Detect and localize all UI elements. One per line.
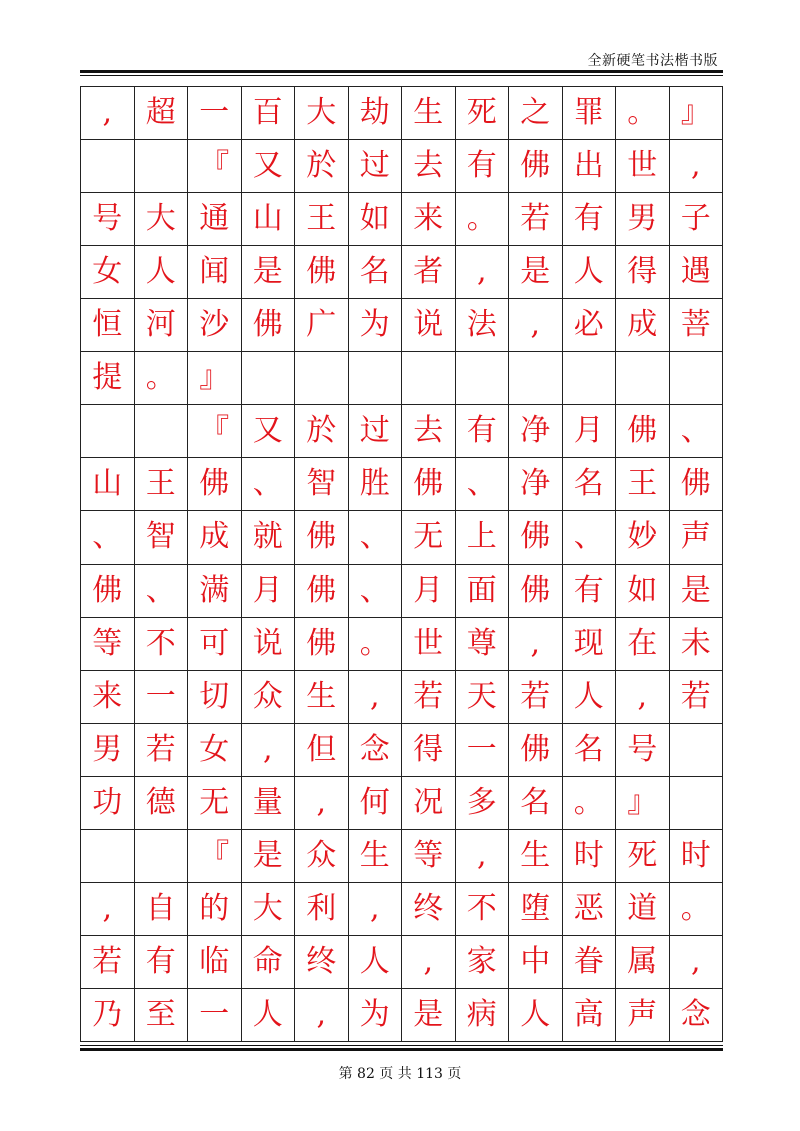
grid-cell: 得 — [616, 246, 670, 299]
grid-cell: 遇 — [670, 246, 724, 299]
grid-cell: , — [349, 883, 403, 936]
grid-cell: 有 — [563, 565, 617, 618]
grid-cell: 来 — [81, 671, 135, 724]
grid-cell: 尊 — [456, 618, 510, 671]
document-header-title: 全新硬笔书法楷书版 — [587, 53, 718, 69]
grid-cell: 天 — [456, 671, 510, 724]
grid-cell: 月 — [402, 565, 456, 618]
grid-cell: 通 — [188, 193, 242, 246]
grid-cell: 德 — [135, 777, 189, 830]
grid-cell: 佛 — [81, 565, 135, 618]
grid-cell: 恒 — [81, 299, 135, 352]
grid-cell: 有 — [456, 140, 510, 193]
grid-cell: 一 — [135, 671, 189, 724]
grid-cell — [349, 352, 403, 405]
grid-cell — [670, 777, 724, 830]
grid-cell: 生 — [295, 671, 349, 724]
grid-cell — [81, 830, 135, 883]
grid-cell: 是 — [242, 830, 296, 883]
grid-cell: , — [349, 671, 403, 724]
grid-cell: 名 — [349, 246, 403, 299]
grid-cell: 大 — [242, 883, 296, 936]
grid-cell: , — [509, 618, 563, 671]
grid-cell: 不 — [135, 618, 189, 671]
grid-cell: 王 — [135, 458, 189, 511]
grid-cell — [402, 352, 456, 405]
grid-cell: 来 — [402, 193, 456, 246]
grid-cell — [242, 352, 296, 405]
grid-cell: 。 — [135, 352, 189, 405]
grid-cell: 女 — [188, 724, 242, 777]
grid-cell: 道 — [616, 883, 670, 936]
grid-cell: 生 — [509, 830, 563, 883]
grid-cell: 、 — [349, 565, 403, 618]
grid-cell: 。 — [456, 193, 510, 246]
footer-rule-thin — [80, 1045, 723, 1046]
grid-cell: 时 — [563, 830, 617, 883]
grid-cell: 号 — [81, 193, 135, 246]
grid-cell: 高 — [563, 989, 617, 1042]
grid-cell: 若 — [670, 671, 724, 724]
grid-cell: 於 — [295, 405, 349, 458]
grid-cell: 乃 — [81, 989, 135, 1042]
grid-cell: 又 — [242, 140, 296, 193]
grid-cell: 现 — [563, 618, 617, 671]
grid-cell: 切 — [188, 671, 242, 724]
grid-cell: 属 — [616, 936, 670, 989]
grid-cell: 提 — [81, 352, 135, 405]
grid-cell: , — [456, 830, 510, 883]
grid-cell: 佛 — [242, 299, 296, 352]
grid-cell: 有 — [135, 936, 189, 989]
grid-cell: 有 — [456, 405, 510, 458]
grid-cell: 过 — [349, 140, 403, 193]
grid-cell: 出 — [563, 140, 617, 193]
grid-cell: 声 — [670, 511, 724, 564]
grid-cell: 必 — [563, 299, 617, 352]
grid-cell: 佛 — [509, 724, 563, 777]
grid-cell: 佛 — [295, 618, 349, 671]
grid-cell: 是 — [670, 565, 724, 618]
grid-cell: 面 — [456, 565, 510, 618]
header-rule-thin — [80, 75, 723, 76]
grid-cell: , — [670, 140, 724, 193]
grid-cell: 堕 — [509, 883, 563, 936]
grid-cell: , — [81, 883, 135, 936]
grid-cell: 男 — [81, 724, 135, 777]
grid-cell: 闻 — [188, 246, 242, 299]
grid-cell: 自 — [135, 883, 189, 936]
grid-cell: 未 — [670, 618, 724, 671]
grid-cell: 佛 — [616, 405, 670, 458]
grid-cell: 人 — [563, 671, 617, 724]
grid-cell — [135, 140, 189, 193]
grid-cell: 佛 — [509, 565, 563, 618]
grid-cell: 是 — [242, 246, 296, 299]
grid-cell: 。 — [349, 618, 403, 671]
grid-cell: 名 — [563, 724, 617, 777]
grid-cell: 大 — [295, 87, 349, 140]
grid-cell: 念 — [670, 989, 724, 1042]
grid-cell: , — [509, 299, 563, 352]
grid-cell: 何 — [349, 777, 403, 830]
grid-cell: 如 — [349, 193, 403, 246]
grid-cell: 的 — [188, 883, 242, 936]
grid-cell: 去 — [402, 405, 456, 458]
grid-cell: 於 — [295, 140, 349, 193]
grid-cell: 但 — [295, 724, 349, 777]
grid-cell: 一 — [456, 724, 510, 777]
grid-cell: 罪 — [563, 87, 617, 140]
grid-cell: 声 — [616, 989, 670, 1042]
grid-cell: 就 — [242, 511, 296, 564]
grid-cell: 号 — [616, 724, 670, 777]
grid-cell: , — [402, 936, 456, 989]
grid-cell: 至 — [135, 989, 189, 1042]
grid-cell: , — [456, 246, 510, 299]
grid-cell: 中 — [509, 936, 563, 989]
grid-cell: 生 — [349, 830, 403, 883]
grid-cell: 在 — [616, 618, 670, 671]
grid-cell — [295, 352, 349, 405]
grid-cell: 百 — [242, 87, 296, 140]
grid-cell: 。 — [670, 883, 724, 936]
grid-cell: 法 — [456, 299, 510, 352]
grid-cell: , — [242, 724, 296, 777]
grid-cell: 眷 — [563, 936, 617, 989]
grid-cell: 若 — [135, 724, 189, 777]
grid-cell: 、 — [349, 511, 403, 564]
grid-cell: 若 — [509, 193, 563, 246]
grid-cell: 有 — [563, 193, 617, 246]
grid-cell: 王 — [295, 193, 349, 246]
grid-cell: 佛 — [295, 511, 349, 564]
grid-cell: 女 — [81, 246, 135, 299]
grid-cell: 死 — [616, 830, 670, 883]
grid-cell: 名 — [563, 458, 617, 511]
grid-cell: 等 — [81, 618, 135, 671]
grid-cell: 众 — [295, 830, 349, 883]
grid-cell — [670, 352, 724, 405]
grid-cell: 净 — [509, 405, 563, 458]
grid-cell: 量 — [242, 777, 296, 830]
grid-cell: 王 — [616, 458, 670, 511]
grid-cell: 沙 — [188, 299, 242, 352]
grid-cell: 者 — [402, 246, 456, 299]
grid-cell: 山 — [242, 193, 296, 246]
grid-cell: 不 — [456, 883, 510, 936]
grid-cell: 佛 — [402, 458, 456, 511]
grid-cell: 人 — [349, 936, 403, 989]
grid-cell: 死 — [456, 87, 510, 140]
grid-cell: 之 — [509, 87, 563, 140]
grid-cell: 菩 — [670, 299, 724, 352]
grid-cell: 子 — [670, 193, 724, 246]
grid-cell: 若 — [509, 671, 563, 724]
grid-cell: 说 — [242, 618, 296, 671]
grid-cell — [81, 405, 135, 458]
grid-cell: 男 — [616, 193, 670, 246]
grid-cell: 月 — [563, 405, 617, 458]
grid-cell — [616, 352, 670, 405]
grid-cell: 』 — [188, 352, 242, 405]
grid-cell — [670, 724, 724, 777]
grid-cell: 生 — [402, 87, 456, 140]
grid-cell: 为 — [349, 989, 403, 1042]
grid-cell: 等 — [402, 830, 456, 883]
grid-cell: 多 — [456, 777, 510, 830]
grid-cell: 人 — [242, 989, 296, 1042]
grid-cell: 一 — [188, 87, 242, 140]
grid-cell — [563, 352, 617, 405]
grid-cell: 得 — [402, 724, 456, 777]
grid-cell: 名 — [509, 777, 563, 830]
grid-cell: 成 — [616, 299, 670, 352]
grid-cell: 可 — [188, 618, 242, 671]
grid-cell: 人 — [563, 246, 617, 299]
grid-cell: 况 — [402, 777, 456, 830]
grid-cell: 恶 — [563, 883, 617, 936]
grid-cell: 智 — [295, 458, 349, 511]
grid-cell: 人 — [135, 246, 189, 299]
grid-cell: 超 — [135, 87, 189, 140]
grid-cell: 如 — [616, 565, 670, 618]
grid-cell: 若 — [81, 936, 135, 989]
grid-cell: 利 — [295, 883, 349, 936]
grid-cell: 、 — [670, 405, 724, 458]
grid-cell: 又 — [242, 405, 296, 458]
grid-cell: 家 — [456, 936, 510, 989]
grid-cell: 若 — [402, 671, 456, 724]
grid-cell: 成 — [188, 511, 242, 564]
grid-cell: , — [295, 777, 349, 830]
grid-cell: 终 — [402, 883, 456, 936]
grid-cell — [135, 830, 189, 883]
grid-cell: 佛 — [295, 565, 349, 618]
grid-cell: 终 — [295, 936, 349, 989]
grid-cell: 人 — [509, 989, 563, 1042]
grid-cell: 、 — [81, 511, 135, 564]
grid-cell: , — [81, 87, 135, 140]
grid-cell: 世 — [616, 140, 670, 193]
grid-cell: 』 — [670, 87, 724, 140]
grid-cell: 月 — [242, 565, 296, 618]
grid-cell: 佛 — [509, 511, 563, 564]
grid-cell: 世 — [402, 618, 456, 671]
grid-cell: 无 — [188, 777, 242, 830]
header-rule-thick — [80, 70, 723, 73]
grid-cell: 过 — [349, 405, 403, 458]
grid-cell: 胜 — [349, 458, 403, 511]
grid-cell: 河 — [135, 299, 189, 352]
grid-cell: 说 — [402, 299, 456, 352]
grid-cell: 、 — [563, 511, 617, 564]
grid-cell: 为 — [349, 299, 403, 352]
grid-cell: 满 — [188, 565, 242, 618]
grid-cell: 上 — [456, 511, 510, 564]
grid-cell: 山 — [81, 458, 135, 511]
grid-cell: 净 — [509, 458, 563, 511]
grid-cell: 众 — [242, 671, 296, 724]
grid-cell: , — [295, 989, 349, 1042]
grid-cell: 、 — [456, 458, 510, 511]
grid-cell: 大 — [135, 193, 189, 246]
grid-cell: 是 — [402, 989, 456, 1042]
grid-cell: 广 — [295, 299, 349, 352]
grid-cell: 一 — [188, 989, 242, 1042]
grid-cell: 『 — [188, 140, 242, 193]
grid-cell: , — [670, 936, 724, 989]
grid-cell: 劫 — [349, 87, 403, 140]
grid-cell: 时 — [670, 830, 724, 883]
grid-cell: 妙 — [616, 511, 670, 564]
grid-cell: 临 — [188, 936, 242, 989]
grid-cell: 去 — [402, 140, 456, 193]
grid-cell: 功 — [81, 777, 135, 830]
grid-cell — [81, 140, 135, 193]
grid-cell: 『 — [188, 830, 242, 883]
grid-cell: 『 — [188, 405, 242, 458]
grid-cell: 病 — [456, 989, 510, 1042]
grid-cell: 是 — [509, 246, 563, 299]
grid-cell: 念 — [349, 724, 403, 777]
grid-cell: 无 — [402, 511, 456, 564]
grid-cell: 、 — [135, 565, 189, 618]
grid-cell — [456, 352, 510, 405]
grid-cell: 佛 — [509, 140, 563, 193]
grid-cell: 智 — [135, 511, 189, 564]
page-number: 第 82 页 共 113 页 — [338, 1066, 462, 1082]
calligraphy-grid — [80, 86, 723, 1042]
grid-cell — [509, 352, 563, 405]
grid-cell: 命 — [242, 936, 296, 989]
footer-rule-thick — [80, 1048, 723, 1051]
grid-cell: 佛 — [188, 458, 242, 511]
grid-cell: 、 — [242, 458, 296, 511]
grid-cell: 佛 — [670, 458, 724, 511]
grid-cell: , — [616, 671, 670, 724]
grid-cell — [135, 405, 189, 458]
grid-cell: 』 — [616, 777, 670, 830]
grid-cell: 。 — [616, 87, 670, 140]
grid-cell: 佛 — [295, 246, 349, 299]
grid-cell: 。 — [563, 777, 617, 830]
